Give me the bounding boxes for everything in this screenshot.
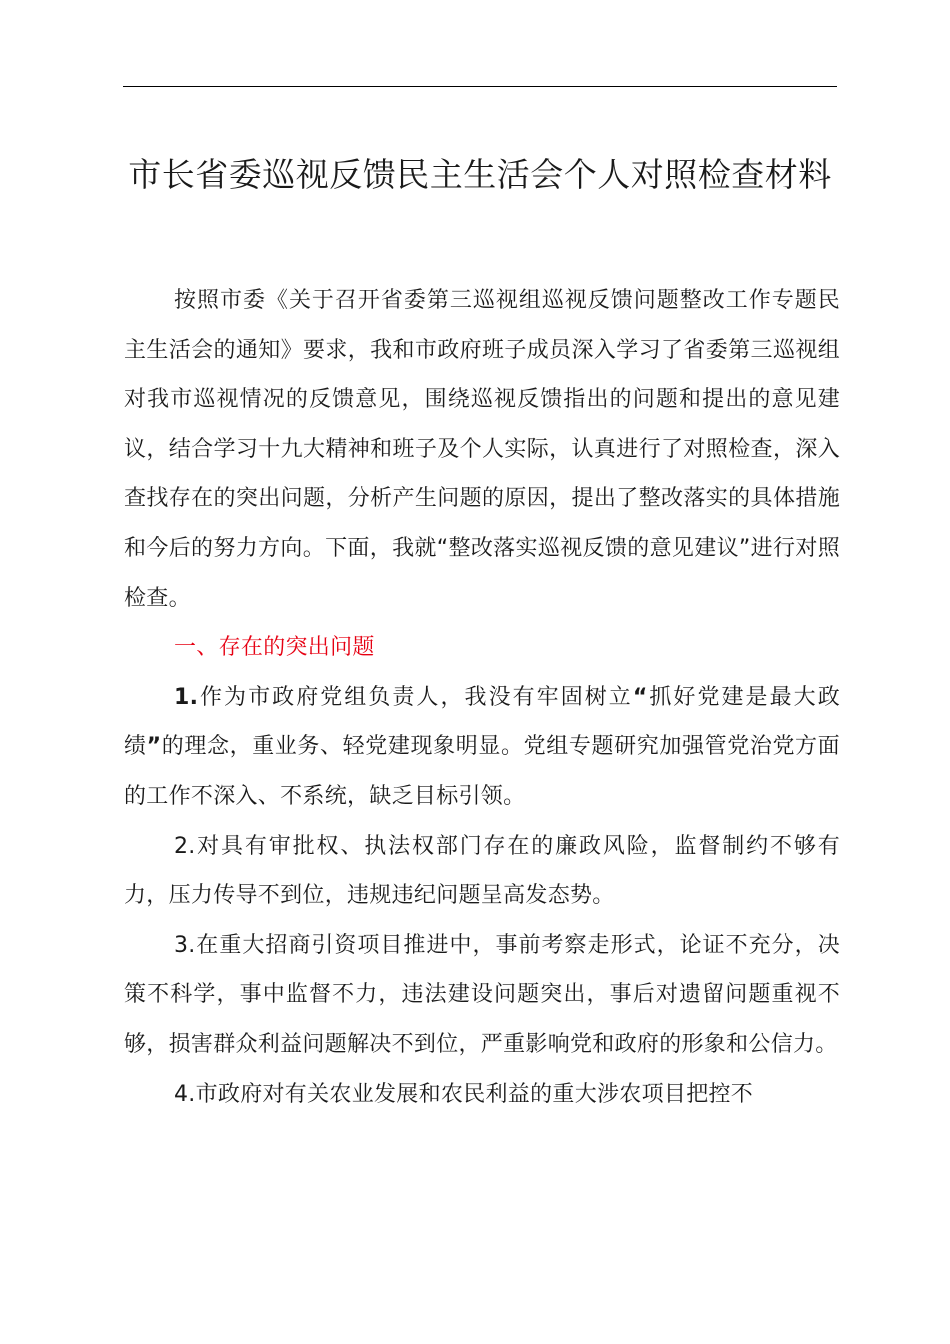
item-4-paragraph: 4.市政府对有关农业发展和农民利益的重大涉农项目把控不 bbox=[174, 1081, 754, 1107]
item-1-text-b: 的理念，重业务、轻党建现象明显。党组专题研究加强管党治党方面的工作不深入、不系统，缺乏目标引领。 bbox=[124, 734, 840, 809]
item-1-quote-text: 抓好党建是最大政绩 bbox=[124, 684, 840, 760]
document-body bbox=[124, 276, 840, 1119]
item-1-text-a: 作为市政府党组负责人，我没有牢固树立 bbox=[198, 684, 633, 710]
item-1-paragraph bbox=[124, 673, 840, 822]
item-2-paragraph: 2.对具有审批权、执法权部门存在的廉政风险，监督制约不够有力，压力传导不到位，违规违纪问题呈高发态势。 bbox=[124, 833, 840, 909]
section-heading: 一、存在的突出问题 bbox=[174, 635, 375, 661]
item-1-quote-open: “ bbox=[632, 684, 648, 710]
item-3-paragraph: 3.在重大招商引资项目推进中，事前考察走形式，论证不充分，决策不科学，事中监督不力，违法建设问题突出，事后对遗留问题重视不够，损害群众利益问题解决不到位，严重影响党和政府的形象和公信力。 bbox=[124, 932, 840, 1057]
header-rule bbox=[123, 86, 837, 87]
item-1-number: 1. bbox=[174, 684, 199, 710]
item-1-quote-close: ” bbox=[146, 734, 162, 760]
intro-paragraph: 按照市委《关于召开省委第三巡视组巡视反馈问题整改工作专题民主生活会的通知》要求，我和市政府班子成员深入学习了省委第三巡视组对我市巡视情况的反馈意见，围绕巡视反馈指出的问题和提出的意见建议，结合学习十九大精神和班子及个人实际，认真进行了对照检查，深入查找存在的突出问题，分析产生问题的原因，提出了整改落实的具体措施和今后的努力方向。下面，我就“整改落实巡视反馈的意见建议”进行对照检查。 bbox=[124, 288, 840, 611]
document-title: 市长省委巡视反馈民主生活会个人对照检查材料 bbox=[128, 155, 832, 194]
